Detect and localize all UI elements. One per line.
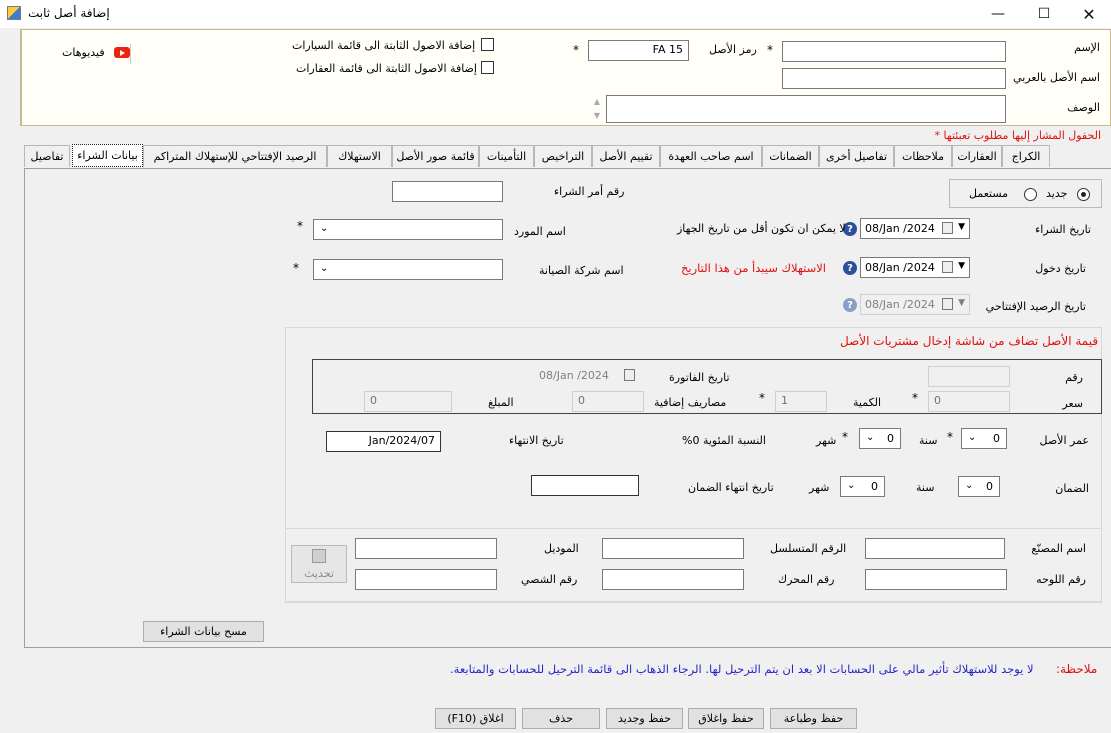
chevron-down-icon: ⌄ xyxy=(866,432,875,443)
invoice-date-picker[interactable] xyxy=(535,366,639,387)
quantity-label: الكمية xyxy=(853,396,882,409)
required-star: * xyxy=(842,430,848,444)
tab-licenses[interactable]: التراخيص xyxy=(534,145,592,167)
close-window-button[interactable]: ✕ xyxy=(1082,4,1096,24)
help-icon[interactable]: ? xyxy=(843,222,857,236)
condition-group xyxy=(949,179,1102,208)
value-note: قيمة الأصل تضاف من شاشة إدخال مشتريات الأصل xyxy=(840,334,1099,348)
tab-warranties[interactable]: الضمانات xyxy=(762,145,819,167)
save-print-button[interactable]: حفظ وطباعة xyxy=(770,708,857,729)
required-note: الحقول المشار إليها مطلوب تعبئتها * xyxy=(934,129,1101,142)
tab-asset-photos[interactable]: قائمة صور الأصل xyxy=(392,145,479,167)
update-button[interactable] xyxy=(291,545,347,583)
asset-code-input[interactable]: FA 15 xyxy=(588,40,689,61)
end-date-label: تاريخ الانتهاء xyxy=(509,434,564,447)
divider xyxy=(130,44,131,64)
new-radio[interactable] xyxy=(1077,188,1090,201)
tab-purchase-data[interactable]: بيانات الشراء xyxy=(72,144,143,167)
opening-balance-date-value: 08/Jan /2024 xyxy=(865,298,935,311)
end-date-input[interactable]: Jan/2024/07 xyxy=(326,431,441,452)
purchase-panel xyxy=(24,168,1111,648)
serial-label: الرقم المتسلسل xyxy=(770,542,847,555)
title-bar xyxy=(0,0,1111,28)
entry-date-picker[interactable] xyxy=(860,257,970,278)
close-button[interactable]: اغلاق (F10) xyxy=(435,708,516,729)
name-label: الإسم xyxy=(1074,41,1100,54)
required-star: * xyxy=(759,391,765,405)
life-years-select[interactable] xyxy=(961,428,1007,449)
chevron-down-icon: ⌄ xyxy=(320,263,329,274)
quantity-input[interactable]: 1 xyxy=(775,391,827,412)
required-star: * xyxy=(947,430,953,444)
tab-other-details[interactable]: تفاصيل أخرى xyxy=(819,145,894,167)
app-icon xyxy=(7,6,21,20)
vehicles-label: إضافة الاصول الثابتة الى قائمة السيارات xyxy=(292,39,476,52)
asset-life-label: عمر الأصل xyxy=(1039,434,1089,447)
tab-realestate[interactable]: العقارات xyxy=(952,145,1002,167)
description-scroll[interactable]: ▲ ▼ xyxy=(593,97,601,120)
purchase-date-picker[interactable] xyxy=(860,218,970,239)
description-label: الوصف xyxy=(1067,101,1100,114)
supplier-select[interactable] xyxy=(313,219,503,240)
vehicle-info-group xyxy=(285,528,1102,602)
tab-depreciation[interactable]: الاستهلاك xyxy=(327,145,392,167)
entry-date-hint: الاستهلاك سيبدأ من هذا التاريخ xyxy=(681,261,826,275)
save-icon xyxy=(312,549,326,563)
percentage-label: النسبة المئوية 0% xyxy=(682,434,766,447)
warranty-years-value: 0 xyxy=(986,480,993,493)
invoice-date-value: 08/Jan /2024 xyxy=(539,369,609,382)
tab-custodian[interactable]: اسم صاحب العهدة xyxy=(660,145,762,167)
window-title: إضافة أصل ثابت xyxy=(28,6,110,20)
warranty-label: الضمان xyxy=(1055,482,1089,495)
invoice-number-input[interactable] xyxy=(928,366,1010,387)
calendar-icon xyxy=(942,298,953,310)
realestate-checkbox[interactable] xyxy=(481,61,494,74)
po-number-input[interactable] xyxy=(392,181,503,202)
engine-input[interactable] xyxy=(602,569,744,590)
life-months-value: 0 xyxy=(887,432,894,445)
calendar-icon xyxy=(624,369,635,381)
required-star: * xyxy=(767,43,773,57)
year-label: سنة xyxy=(919,434,938,447)
description-input[interactable] xyxy=(606,95,1006,123)
life-months-select[interactable] xyxy=(859,428,901,449)
maximize-button[interactable]: ☐ xyxy=(1037,6,1051,22)
maintenance-label: اسم شركة الصيانة xyxy=(539,264,624,277)
plate-label: رقم اللوحه xyxy=(1036,573,1086,586)
name-input[interactable] xyxy=(782,41,1006,62)
life-years-value: 0 xyxy=(993,432,1000,445)
supplier-label: اسم المورد xyxy=(514,225,566,238)
chevron-down-icon: ▼ xyxy=(958,261,965,271)
tab-garage[interactable]: الكراج xyxy=(1002,145,1050,167)
price-input[interactable]: 0 xyxy=(928,391,1010,412)
vehicles-checkbox[interactable] xyxy=(481,38,494,51)
clear-purchase-button[interactable]: مسح بيانات الشراء xyxy=(143,621,264,642)
tab-details[interactable]: تفاصيل xyxy=(24,145,70,167)
tab-insurance[interactable]: التأمينات xyxy=(479,145,534,167)
chevron-down-icon: ⌄ xyxy=(320,223,329,234)
amount-input[interactable]: 0 xyxy=(364,391,452,412)
year-label: سنة xyxy=(916,481,935,494)
update-label: تحديث xyxy=(304,567,334,580)
calendar-icon xyxy=(942,222,953,234)
note-text: لا يوجد للاستهلاك تأثير مالي على الحسابات الا بعد ان يتم الترحيل لها. الرجاء الذهاب الى قائمة الترحيل للحسابات والمتابعة. xyxy=(450,662,1034,676)
invoice-box xyxy=(312,359,1102,414)
delete-button[interactable]: حذف xyxy=(522,708,600,729)
note-label: ملاحظة: xyxy=(1056,662,1098,676)
maintenance-select[interactable] xyxy=(313,259,503,280)
realestate-label: إضافة الاصول الثابتة الى قائمة العقارات xyxy=(296,62,477,75)
month-label: شهر xyxy=(809,481,830,494)
required-star: * xyxy=(912,391,918,405)
chevron-down-icon: ⌄ xyxy=(965,480,974,491)
tab-opening-balance[interactable]: الرصيد الإفتتاحي للإستهلاك المتراكم xyxy=(143,145,327,167)
amount-label: المبلغ xyxy=(488,396,514,409)
used-label: مستعمل xyxy=(969,187,1009,200)
model-input[interactable] xyxy=(355,538,497,559)
engine-label: رقم المحرك xyxy=(778,573,835,586)
save-close-button[interactable]: حفظ واغلاق xyxy=(688,708,764,729)
chevron-down-icon: ⌄ xyxy=(968,432,977,443)
header-panel xyxy=(20,29,1111,126)
manufacturer-label: اسم المصنّع xyxy=(1031,542,1086,555)
model-label: الموديل xyxy=(544,542,579,555)
chevron-down-icon: ⌄ xyxy=(847,480,856,491)
purchase-date-value: 08/Jan /2024 xyxy=(865,222,935,235)
purchase-date-label: تاريخ الشراء xyxy=(1035,223,1091,236)
save-new-button[interactable]: حفظ وجديد xyxy=(606,708,683,729)
serial-input[interactable] xyxy=(602,538,744,559)
warranty-end-input[interactable] xyxy=(531,475,639,496)
asset-code-label: رمز الأصل xyxy=(709,43,757,56)
arabic-name-input[interactable] xyxy=(782,68,1006,89)
warranty-months-select[interactable] xyxy=(840,476,885,497)
tab-notes[interactable]: ملاحظات xyxy=(894,145,952,167)
chevron-down-icon: ▼ xyxy=(958,222,965,232)
new-label: جديد xyxy=(1046,187,1068,200)
warranty-months-value: 0 xyxy=(871,480,878,493)
extra-costs-input[interactable]: 0 xyxy=(572,391,644,412)
tab-asset-valuation[interactable]: تقييم الأصل xyxy=(592,145,660,167)
entry-date-value: 08/Jan /2024 xyxy=(865,261,935,274)
tab-strip xyxy=(24,145,1111,168)
help-icon[interactable]: ? xyxy=(843,261,857,275)
plate-input[interactable] xyxy=(865,569,1007,590)
po-number-label: رقم أمر الشراء xyxy=(554,185,625,198)
extra-costs-label: مصاريف إضافية xyxy=(654,396,727,409)
warranty-years-select[interactable] xyxy=(958,476,1000,497)
manufacturer-input[interactable] xyxy=(865,538,1005,559)
opening-balance-date-picker[interactable] xyxy=(860,294,970,315)
chassis-label: رقم الشصي xyxy=(521,573,578,586)
used-radio[interactable] xyxy=(1024,188,1037,201)
entry-date-label: تاريخ دخول xyxy=(1035,262,1086,275)
invoice-number-label: رقم xyxy=(1065,371,1083,384)
required-star: * xyxy=(573,43,579,57)
arabic-name-label: اسم الأصل بالعربي xyxy=(1013,71,1100,84)
chassis-input[interactable] xyxy=(355,569,497,590)
purchase-date-hint: لا يمكن ان تكون أقل من تاريخ الجهاز xyxy=(677,222,846,235)
invoice-date-label: تاريخ الفاتورة xyxy=(669,371,730,384)
month-label: شهر xyxy=(816,434,837,447)
youtube-icon[interactable] xyxy=(114,47,130,58)
videos-link[interactable]: فيديوهات xyxy=(62,46,105,59)
chevron-down-icon: ▼ xyxy=(958,298,965,308)
required-star: * xyxy=(293,261,299,275)
opening-balance-date-label: تاريخ الرصيد الإفتتاحي xyxy=(985,300,1086,313)
warranty-end-label: تاريخ انتهاء الضمان xyxy=(688,481,774,494)
required-star: * xyxy=(297,219,303,233)
price-label: سعر xyxy=(1062,397,1083,410)
help-icon[interactable]: ? xyxy=(843,298,857,312)
minimize-button[interactable]: — xyxy=(991,6,1005,22)
calendar-icon xyxy=(942,261,953,273)
